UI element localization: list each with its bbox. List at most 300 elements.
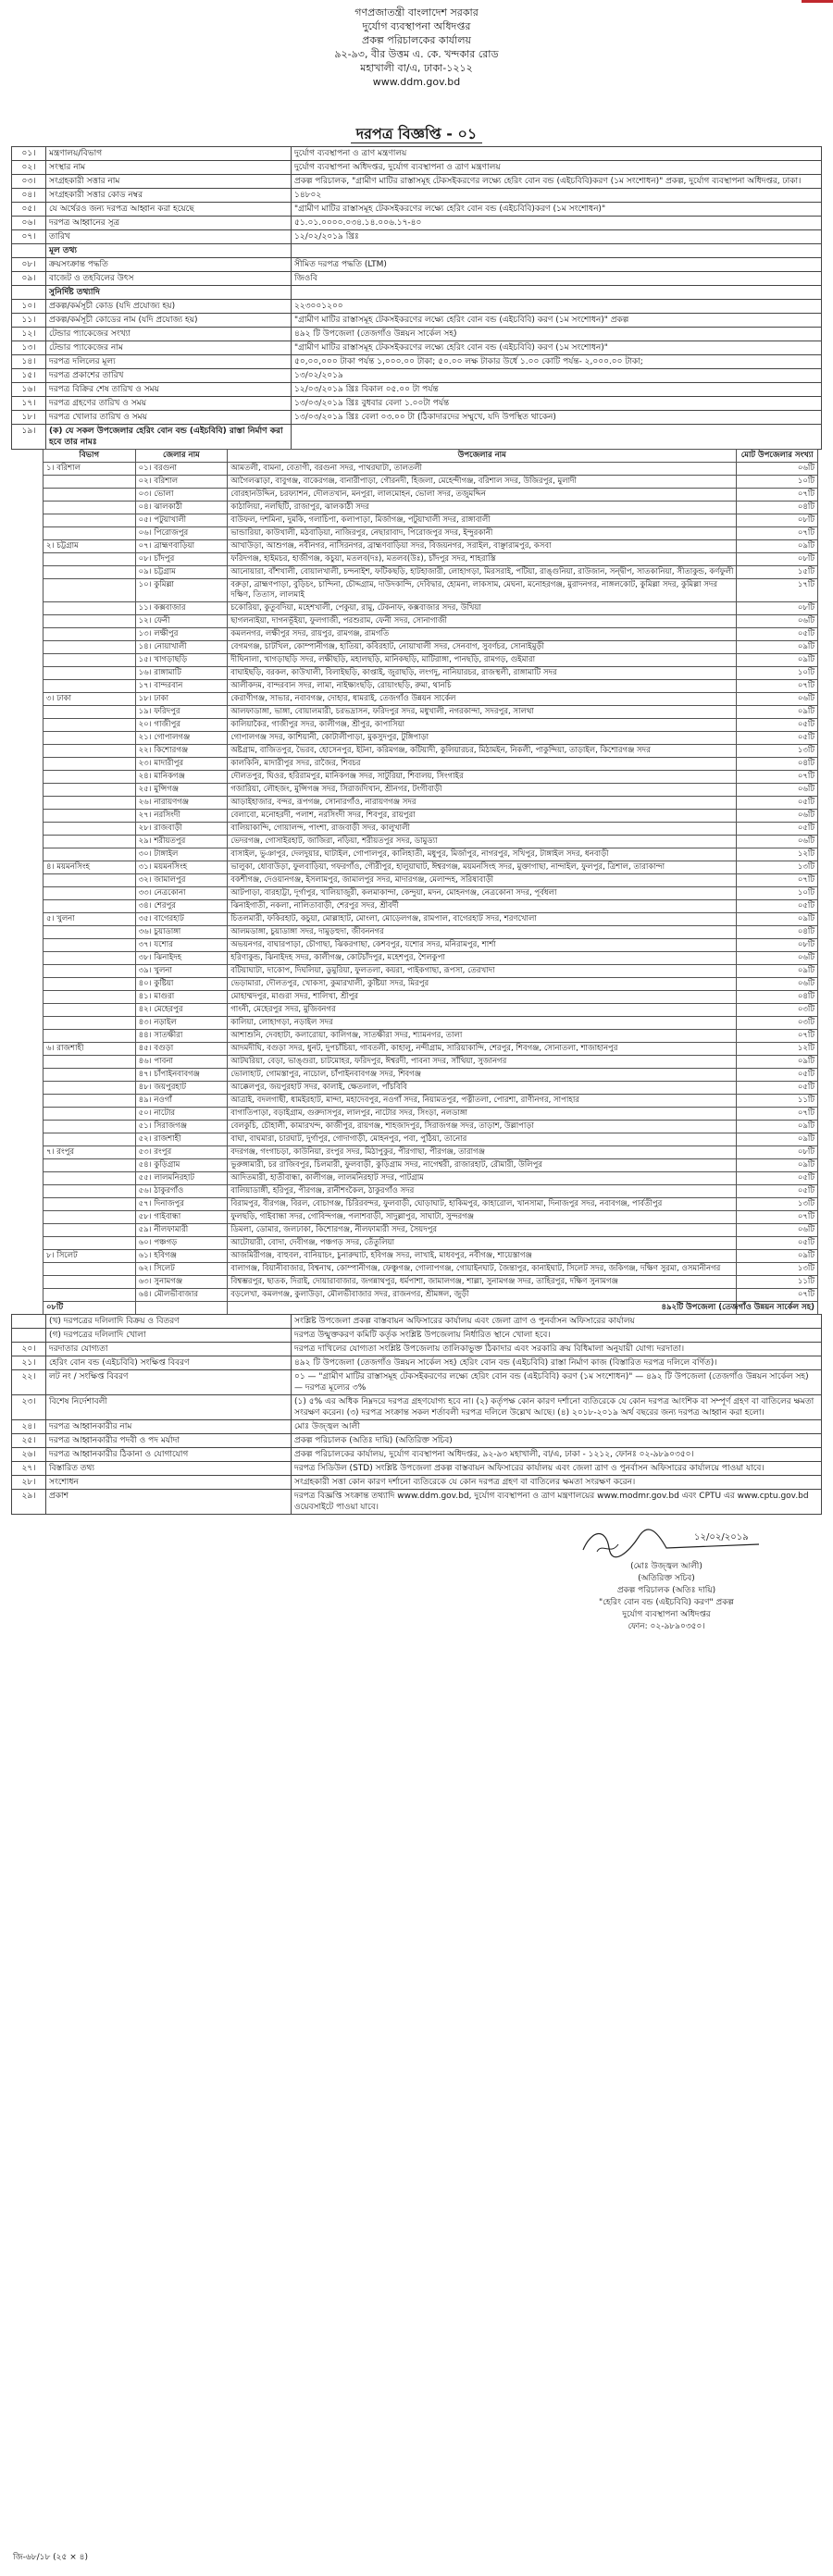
district-cell: ৪৯। নওগাঁ bbox=[135, 1095, 228, 1108]
division-cell bbox=[44, 810, 136, 823]
info-row-value: সীমিত দরপত্র পদ্ধতি (LTM) bbox=[292, 258, 822, 272]
signer-office: দুর্যোগ ব্যবস্থাপনা অধিদপ্তর bbox=[622, 1610, 711, 1619]
upazila-count-cell: ০৯টি bbox=[737, 1056, 818, 1069]
upazila-list-cell: আটোয়ারী, বোদা, দেবীগঞ্জ, পঞ্চগড় সদর, তেঁতুলিয়া bbox=[228, 1237, 737, 1250]
info-row-value: ৫০,০০,০০০ টাকা পর্যন্ত ১,০০০.০০ টাকা; ৫০.০০ লক্ষ টাকার উর্ধে ১.০০ কোটি পর্যন্ত- ২,০০০.০০ টাকা; bbox=[292, 355, 822, 369]
upazila-list-cell: আলীকদম, বান্দরবান সদর, লামা, নাইক্ষ্যংছড়ি, রোয়াংছড়ি, রুমা, থানচি bbox=[228, 680, 737, 693]
upazila-count-cell: ০৭টি bbox=[737, 1030, 818, 1043]
division-cell bbox=[44, 502, 136, 514]
upazila-list-cell: গোপালগঞ্জ সদর, কাশিয়ানী, কোটালীপাড়া, মুকসুদপুর, টুঙ্গিপাড়া bbox=[228, 732, 737, 745]
upazila-list-cell: বদরগঞ্জ, গংগাচড়া, কাউনিয়া, রংপুর সদর, মিঠাপুকুর, পীরগাছা, পীরগঞ্জ, তারাগঞ্জ bbox=[228, 1146, 737, 1159]
upazila-count-cell: ০৮টি bbox=[737, 514, 818, 527]
upazila-list-cell: ছাগলনাইয়া, দাগনভূঁইয়া, ফুলগাজী, পরশুরাম, ফেনী সদর, সোনাগাজী bbox=[228, 615, 737, 628]
upazila-list-cell: ভেড়ামারা, দৌলতপুর, খোকসা, কুমারখালী, কুষ্টিয়া সদর, মিরপুর bbox=[228, 978, 737, 991]
upazila-count-cell: ০৭টি bbox=[737, 527, 818, 540]
info-row-number: ১৪। bbox=[12, 355, 46, 369]
upazila-list-cell: আখাউড়া, আশুগঞ্জ, নবীনগর, নাসিরনগর, ব্রাহ্মণবাড়িয়া সদর, বিজয়নগর, সরাইল, বাঞ্ছারামপুর, কসবা bbox=[228, 540, 737, 553]
division-cell bbox=[44, 1159, 136, 1172]
info-row-label: দরপত্র প্রকাশের তারিখ bbox=[46, 369, 292, 383]
info-row-label: টেন্ডার প্যাকেজের নাম bbox=[46, 341, 292, 355]
district-cell: ৩১। ময়মনসিংহ bbox=[135, 861, 228, 874]
info-row-value: ১৩/০৩/২০১৯ খ্রিঃ বুধবার বেলা ১.০০টা পর্যন্ত bbox=[292, 397, 822, 411]
division-cell bbox=[44, 1030, 136, 1043]
division-cell bbox=[44, 1017, 136, 1030]
dist-row bbox=[44, 1108, 818, 1121]
division-cell bbox=[44, 1108, 136, 1121]
lower-row-value: দরপত্র সিডিউল (STD) সংশ্লিষ্ট উপজেলা প্রকল্প বাস্তবায়ন অফিসারের কার্যালয় এবং জেলা ত্রাণ ও পুনর্বাসন অফিসারের কার্যালয়ে পাওয়া যাবে। bbox=[292, 1462, 822, 1476]
district-cell: ৩৯। খুলনা bbox=[135, 965, 228, 978]
lower-row-number: ২২। bbox=[12, 1370, 46, 1395]
total-spacer bbox=[135, 1302, 228, 1315]
district-cell: ০২। বরিশাল bbox=[135, 476, 228, 489]
division-cell bbox=[44, 1004, 136, 1017]
upazila-list-cell: বেলাবো, মনোহরদী, পলাশ, নরসিংদী সদর, শিবপুর, রায়পুরা bbox=[228, 810, 737, 823]
signature-date: ১২/০২/২০১৯ bbox=[694, 1532, 749, 1542]
page-title: দরপত্র বিজ্ঞপ্তি - ০১ bbox=[0, 122, 833, 147]
upazila-count-cell: ১২টি bbox=[737, 848, 818, 861]
dist-row bbox=[44, 965, 818, 978]
division-cell bbox=[44, 900, 136, 913]
district-cell: ০৬। পিরোজপুর bbox=[135, 527, 228, 540]
division-cell: ৫। খুলনা bbox=[44, 913, 136, 926]
info-row-label: সংস্থার নাম bbox=[46, 161, 292, 175]
red-corner-line bbox=[802, 0, 833, 3]
division-cell bbox=[44, 1211, 136, 1224]
dist-row bbox=[44, 502, 818, 514]
upazila-list-cell: আত্রাই, বদলগাছী, ধামইরহাট, মান্দা, মহাদেবপুর, নওগাঁ সদর, নিয়ামতপুর, পত্নীতলা, পোরশা, রাণীনগর, সাপাহার bbox=[228, 1095, 737, 1108]
division-cell bbox=[44, 758, 136, 771]
upazila-count-cell: ১১টি bbox=[737, 1095, 818, 1108]
district-cell: ২৭। নরসিংদী bbox=[135, 810, 228, 823]
district-cell: ৫২। রাজশাহী bbox=[135, 1133, 228, 1146]
dist-row bbox=[44, 823, 818, 836]
info-row-number: ১৯। bbox=[12, 425, 46, 450]
upazila-count-cell: ০৮টি bbox=[737, 602, 818, 615]
upazila-list-cell: বাসাইল, ভুঞাপুর, দেলদুয়ার, ঘাটাইল, গোপালপুর, কালিহাতী, মধুপুর, মির্জাপুর, নাগরপুর, সখিপুর, টাঙ্গাইল সদর, ধনবাড়ী bbox=[228, 848, 737, 861]
lower-row-value: প্রকল্প পরিচালকের কার্যালয়, দুর্যোগ ব্যবস্থাপনা অধিদপ্তর, ৯২-৯৩ মহাখালী, বা/এ, ঢাকা - ১২১২, ফোনঃ ০২-৯৮৯০৩৫০। bbox=[292, 1448, 822, 1462]
dist-row bbox=[44, 978, 818, 991]
upazila-count-cell: ০৫টি bbox=[737, 1172, 818, 1185]
lower-row bbox=[12, 1490, 822, 1515]
upazila-list-cell: কেরাণীগঞ্জ, সাভার, নবাবগঞ্জ, দোহার, ধামরাই, তেজগাঁও উন্নয়ন সার্কেল bbox=[228, 693, 737, 706]
division-cell bbox=[44, 719, 136, 732]
district-cell: ৫০। নাটোর bbox=[135, 1108, 228, 1121]
info-row-number: ১১। bbox=[12, 314, 46, 328]
info-row-label: (ক) যে সকল উপজেলার হেরিং বোন বন্ড (এইচবিবি) রাস্তা নির্মাণ করা হবে তার নামঃ bbox=[46, 425, 292, 450]
lower-row-number bbox=[12, 1329, 46, 1343]
lower-row-label: (গ) দরপত্রের দলিলাদি খোলা bbox=[46, 1329, 292, 1343]
dist-row bbox=[44, 706, 818, 719]
lower-row-label: প্রকাশ bbox=[46, 1490, 292, 1515]
info-row-label: যে অর্থেরও জন্য দরপত্র আহ্বান করা হয়েছে bbox=[46, 203, 292, 217]
division-cell bbox=[44, 1133, 136, 1146]
upazila-list-cell: আমতলী, বামনা, বেতাগী, বরগুনা সদর, পাথরঘাটা, তালতলী bbox=[228, 463, 737, 476]
lower-row bbox=[12, 1370, 822, 1395]
division-cell bbox=[44, 628, 136, 641]
info-row-number: ০১। bbox=[12, 147, 46, 161]
dist-row bbox=[44, 1146, 818, 1159]
lower-row bbox=[12, 1420, 822, 1434]
upazila-count-cell: ০৭টি bbox=[737, 874, 818, 887]
lower-info-table bbox=[11, 1314, 822, 1515]
dist-row bbox=[44, 1095, 818, 1108]
division-cell bbox=[44, 553, 136, 566]
info-row bbox=[12, 300, 822, 314]
upazila-list-cell: আজমিরীগঞ্জ, বাহুবল, বানিয়াচং, চুনারুঘাট, হবিগঞ্জ সদর, লাখাই, মাধবপুর, নবীগঞ্জ, শায়েস্তাগঞ্জ bbox=[228, 1250, 737, 1263]
division-cell: ৪। ময়মনসিংহ bbox=[44, 861, 136, 874]
city-line: মহাখালী বা/এ, ঢাকা-১২১২ bbox=[360, 62, 473, 74]
info-row-label: সুনির্দিষ্ট তথ্যাদি bbox=[46, 286, 292, 300]
district-cell: ৬৩। সুনামগঞ্জ bbox=[135, 1276, 228, 1289]
district-cell: ৩২। জামালপুর bbox=[135, 874, 228, 887]
dist-row bbox=[44, 667, 818, 680]
district-cell: ৫৮। গাইবান্ধা bbox=[135, 1211, 228, 1224]
district-cell: ২৫। মুন্সিগঞ্জ bbox=[135, 784, 228, 797]
district-cell: ১৬। রাঙ্গামাটি bbox=[135, 667, 228, 680]
dist-row bbox=[44, 527, 818, 540]
upazila-count-cell: ০৭টি bbox=[737, 1211, 818, 1224]
upazila-list-cell: কালকিনি, মাদারীপুর সদর, রাজৈর, শিবচর bbox=[228, 758, 737, 771]
dist-row bbox=[44, 1159, 818, 1172]
district-cell: ৪২। মেহেরপুর bbox=[135, 1004, 228, 1017]
district-cell: ৫৪। কুড়িগ্রাম bbox=[135, 1159, 228, 1172]
info-row bbox=[12, 244, 822, 258]
office-line: প্রকল্প পরিচালকের কার্যালয় bbox=[362, 34, 471, 46]
division-cell bbox=[44, 991, 136, 1004]
lower-row-number: ২৪। bbox=[12, 1420, 46, 1434]
info-row-value: দুর্যোগ ব্যবস্থাপনা ও ত্রাণ মন্ত্রণালয় bbox=[292, 147, 822, 161]
lower-row-label: দরপত্র আহ্বানকারীর পদবী ও পদ মর্যাদা bbox=[46, 1434, 292, 1448]
info-row bbox=[12, 286, 822, 300]
upazila-count-cell: ০৫টি bbox=[737, 1082, 818, 1095]
info-row-number bbox=[12, 244, 46, 258]
upazila-list-cell: বকশীগঞ্জ, দেওয়ানগঞ্জ, ইসলামপুর, জামালপুর সদর, মাদারগঞ্জ, মেলান্দহ, সরিষাবাড়ী bbox=[228, 874, 737, 887]
upazila-list-cell: কালিয়াকৈর, গাজীপুর সদর, কালীগঞ্জ, শ্রীপুর, কাপাসিয়া bbox=[228, 719, 737, 732]
info-row-label: প্রকল্প/কর্মসূচী কোড (যদি প্রযোজ্য হয়) bbox=[46, 300, 292, 314]
dist-row bbox=[44, 836, 818, 848]
upazila-count-cell: ১০টি bbox=[737, 476, 818, 489]
lower-row-value: দরপত্র দাখিলের যোগ্যতা সংশ্লিষ্ট উপজেলায় তালিকাভুক্ত ঠিকাদার এবং সরকারি ক্রয় বিধিমালা অনুযায়ী যোগ্য দরদাতা। bbox=[292, 1343, 822, 1356]
upazila-list-cell: কমলনগর, লক্ষীপুর সদর, রায়পুর, রামগঞ্জ, রামগতি bbox=[228, 628, 737, 641]
division-cell bbox=[44, 836, 136, 848]
dist-row bbox=[44, 1017, 818, 1030]
upazila-list-cell: আগৈলঝাড়া, বাবুগঞ্জ, বাকেরগঞ্জ, বানারীপাড়া, গৌরনদী, হিজলা, মেহেন্দীগঞ্জ, বরিশাল সদর, উজিরপুর, মুলাদী bbox=[228, 476, 737, 489]
dist-header-row bbox=[44, 450, 818, 463]
district-cell: ০৭। ব্রাহ্মণবাড়িয়া bbox=[135, 540, 228, 553]
district-cell: ৫৭। দিনাজপুর bbox=[135, 1198, 228, 1211]
upazila-list-cell: ঝিনাইগাতী, নকলা, নালিতাবাড়ী, শেরপুর সদর, শ্রীবর্দী bbox=[228, 900, 737, 913]
division-cell: ১। বরিশাল bbox=[44, 463, 136, 476]
upazila-list-cell: ডিমলা, ডোমার, জলঢাকা, কিশোরগঞ্জ, নীলফামারী সদর, সৈয়দপুর bbox=[228, 1224, 737, 1237]
lower-row-value: ৪৯২ টি উপজেলা (তেজগাঁও উন্নয়ন সার্কেল সহ) হেরিং বোন বন্ড (এইচবিবি) রাস্তা নির্মাণ কাজ (বিস্তারিত দরপত্র দলিলে বর্ণিত)। bbox=[292, 1356, 822, 1370]
signer-phone: ফোন: ০২-৯৮৯০৩৫০। bbox=[628, 1622, 705, 1631]
info-row bbox=[12, 355, 822, 369]
division-cell bbox=[44, 514, 136, 527]
upazila-count-cell: ০৬টি bbox=[737, 810, 818, 823]
info-row-label: প্রকল্প/কর্মসূচী কোডের নাম (যদি প্রযোজ্য হয়) bbox=[46, 314, 292, 328]
info-row-value: ১২/০২/২০১৯ খ্রিঃ bbox=[292, 230, 822, 244]
upazila-count-cell: ০৩টি bbox=[737, 1004, 818, 1017]
info-row bbox=[12, 383, 822, 397]
upazila-count-cell: ০৪টি bbox=[737, 758, 818, 771]
upazila-count-cell: ০৪টি bbox=[737, 502, 818, 514]
info-row bbox=[12, 272, 822, 286]
lower-row-number: ২৬। bbox=[12, 1448, 46, 1462]
upazila-list-cell: বালিয়াডাঙ্গী, হরিপুর, পীরগঞ্জ, রানীশংকৈল, ঠাকুরগাঁও সদর bbox=[228, 1185, 737, 1198]
dist-row bbox=[44, 540, 818, 553]
upazila-list-cell: ভেদরগঞ্জ, গোসাইরহাট, জাজিরা, নড়িয়া, শরীয়তপুর সদর, ডামুড্যা bbox=[228, 836, 737, 848]
district-cell: ৩০। টাঙ্গাইল bbox=[135, 848, 228, 861]
district-cell: ১৭। বান্দরবান bbox=[135, 680, 228, 693]
upazila-list-cell: বালাগঞ্জ, বিয়ানীবাজার, বিশ্বনাথ, কোম্পানীগঞ্জ, ফেঞ্চুগঞ্জ, গোলাপগঞ্জ, গোয়াইনঘাট, জৈন্তাপুর, কানাইঘাট, সিলেট সদর, জকিগঞ্জ, দক্ষিণ সুরমা, ওসমানীনগর bbox=[228, 1263, 737, 1276]
info-row-value: ৪৯২ টি উপজেলা (তেজগাঁও উন্নয়ন সার্কেল সহ) bbox=[292, 328, 822, 341]
district-cell: ২৪। মানিকগঞ্জ bbox=[135, 771, 228, 784]
info-row-value: ১৩/০৩/২০১৯ খ্রিঃ বেলা ০৩.০০ টা (ঠিকাদারদের সম্মুখে, যদি উপস্থিত থাকেন) bbox=[292, 411, 822, 425]
dist-row bbox=[44, 1211, 818, 1224]
department-line: দুর্যোগ ব্যবস্থাপনা অধিদপ্তর bbox=[362, 20, 471, 32]
division-cell bbox=[44, 848, 136, 861]
upazila-list-cell: বাঘাইছড়ি, বরকল, কাউখালী, বিলাইছড়ি, কাপ্তাই, জুরাছড়ি, লংগদু, নানিয়ারচর, রাজস্থলী, রাঙ্গামাটি সদর bbox=[228, 667, 737, 680]
division-cell bbox=[44, 1172, 136, 1185]
district-cell: ০৫। পটুয়াখালী bbox=[135, 514, 228, 527]
district-cell: ৬২। সিলেট bbox=[135, 1263, 228, 1276]
dist-row bbox=[44, 758, 818, 771]
info-row-value bbox=[292, 425, 822, 450]
info-row-label: মূল তথ্য bbox=[46, 244, 292, 258]
division-cell bbox=[44, 489, 136, 502]
upazila-count-cell: ০৯টি bbox=[737, 965, 818, 978]
district-cell: ১১। কক্সবাজার bbox=[135, 602, 228, 615]
info-row-number: ১৭। bbox=[12, 397, 46, 411]
division-cell bbox=[44, 1121, 136, 1133]
info-row-value: প্রকল্প পরিচালক, "গ্রামীণ মাটির রাস্তাসমূহ টেকসইকরণের লক্ষ্যে হেরিং বোন বন্ড (এইচবিবি)করণ (১ম সংশোধন)" প্রকল্প, দুর্যোগ ব্যবস্থাপনা অধিদপ্তর, ঢাকা। bbox=[292, 175, 822, 189]
district-cell: ০৯। চট্টগ্রাম bbox=[135, 566, 228, 579]
upazila-list-cell: আড়াইহাজার, বন্দর, রূপগঞ্জ, সোনারগাঁও, নারায়ণগঞ্জ সদর bbox=[228, 797, 737, 810]
district-cell: ২১। গোপালগঞ্জ bbox=[135, 732, 228, 745]
upazila-list-cell: বরুড়া, ব্রাহ্মণপাড়া, বুড়িচং, চান্দিনা, চৌদ্দগ্রাম, দাউদকান্দি, দেবিদ্বার, হোমনা, লাকসাম, মেঘনা, মনোহরগঞ্জ, মুরাদনগর, নাঙ্গলকোট, কুমিল্লা সদর, কুমিল্লা সদর দক্ষিণ, তিতাস, লালমাই bbox=[228, 579, 737, 602]
info-row-value: জিওবি bbox=[292, 272, 822, 286]
dist-row bbox=[44, 680, 818, 693]
division-cell: ৬। রাজশাহী bbox=[44, 1043, 136, 1056]
upazila-list-cell: বিরামপুর, বীরগঞ্জ, বিরল, বোচাগঞ্জ, চিরিরবন্দর, ফুলবাড়ী, ঘোড়াঘাট, হাকিমপুর, কাহারোল, খানসামা, দিনাজপুর সদর, নবাবগঞ্জ, পার্বতীপুর bbox=[228, 1198, 737, 1211]
upazila-list-cell: ফরিদগঞ্জ, হাইমচর, হাজীগঞ্জ, কচুয়া, মতলব(দঃ), মতলব(উঃ), চাঁদপুর সদর, শাহরাস্তি bbox=[228, 553, 737, 566]
upazila-count-cell: ০৭টি bbox=[737, 489, 818, 502]
info-row bbox=[12, 230, 822, 244]
upazila-list-cell: গজারিয়া, লৌহজং, মুন্সিগঞ্জ সদর, সিরাজদিখান, শ্রীনগর, টংগীবাড়ী bbox=[228, 784, 737, 797]
lower-row bbox=[12, 1343, 822, 1356]
upazila-list-cell: অভয়নগর, বাঘারপাড়া, চৌগাছা, ঝিকরগাছা, কেশবপুর, যশোর সদর, মনিরামপুর, শার্শা bbox=[228, 939, 737, 952]
dist-row bbox=[44, 628, 818, 641]
lower-row-label: দরপত্র আহ্বানকারীর নাম bbox=[46, 1420, 292, 1434]
info-row-number: ০৬। bbox=[12, 217, 46, 230]
upazila-count-cell: ০৫টি bbox=[737, 732, 818, 745]
lower-row bbox=[12, 1476, 822, 1490]
upazila-count-cell: ০৪টি bbox=[737, 991, 818, 1004]
division-cell bbox=[44, 476, 136, 489]
lower-row-number: ২৮। bbox=[12, 1476, 46, 1490]
district-cell: ০৩। ভোলা bbox=[135, 489, 228, 502]
dist-row bbox=[44, 784, 818, 797]
lower-row bbox=[12, 1356, 822, 1370]
dist-row bbox=[44, 602, 818, 615]
lower-row-label: বিস্তারিত তথ্য bbox=[46, 1462, 292, 1476]
info-row-label: মন্ত্রণালয়/বিভাগ bbox=[46, 147, 292, 161]
division-cell bbox=[44, 667, 136, 680]
lower-info-block bbox=[11, 1314, 822, 1515]
dist-row bbox=[44, 615, 818, 628]
info-row-value: ১৩/০২/২০১৯ bbox=[292, 369, 822, 383]
lower-row-value: (১) ৫% এর অধিক নিম্নদরে দরপত্র গ্রহণযোগ্য হবে না। (২) কর্তৃপক্ষ কোন কারণ দর্শানো ব্যতিরেকে যে কোন দরপত্র আংশিক বা সম্পূর্ণ গ্রহণ বা বাতিলের ক্ষমতা সংরক্ষণ করেন। (৩) দরপত্র সংক্রান্ত সকল শর্তাবলী দরপত্র দলিলে উল্লেখ আছে। (৪) ২০১৮-২০১৯ অর্থ বছরের জন্য দরপত্র আহ্বান করা হলো। bbox=[292, 1395, 822, 1420]
upazila-list-cell: বেগমগঞ্জ, চাটখিল, কোম্পানীগঞ্জ, হাতিয়া, কবিরহাট, নোয়াখালী সদর, সেনবাগ, সুবর্ণচর, সোনাইমুড়ী bbox=[228, 641, 737, 654]
upazila-count-cell: ০৭টি bbox=[737, 1289, 818, 1302]
info-row-value: ১৪৮০২ bbox=[292, 189, 822, 203]
district-cell: ২৯। শরীয়তপুর bbox=[135, 836, 228, 848]
division-cell bbox=[44, 527, 136, 540]
upazila-count-cell: ১০টি bbox=[737, 887, 818, 900]
upazila-list-cell: গাংনী, মেহেরপুর সদর, মুজিবনগর bbox=[228, 1004, 737, 1017]
dist-row bbox=[44, 745, 818, 758]
dist-row bbox=[44, 810, 818, 823]
division-cell bbox=[44, 1198, 136, 1211]
upazila-list-cell: চকোরিয়া, কুতুবদিয়া, মহেশখালী, পেকুয়া, রামু, টেকনাফ, কক্সবাজার সদর, উখিয়া bbox=[228, 602, 737, 615]
dist-row bbox=[44, 1069, 818, 1082]
division-cell bbox=[44, 680, 136, 693]
lower-row-value: প্রকল্প পরিচালক (অতিঃ দায়ি) (অতিরিক্ত সচিব) bbox=[292, 1434, 822, 1448]
upazila-list-cell: আক্কেলপুর, জয়পুরহাট সদর, কালাই, ক্ষেতলাল, পাঁচবিবি bbox=[228, 1082, 737, 1095]
upazila-list-cell: ভান্ডারিয়া, কাউখালী, মঠবাড়িয়া, নাজিরপুর, নেছারাবাদ, পিরোজপুর সদর, ইন্দুরকানী bbox=[228, 527, 737, 540]
district-cell: ৫৬। ঠাকুরগাঁও bbox=[135, 1185, 228, 1198]
division-cell bbox=[44, 615, 136, 628]
lower-row-label: হেরিং বোন বন্ড (এইচবিবি) সংক্ষিপ্ত বিবরণ bbox=[46, 1356, 292, 1370]
district-cell: ১০। কুমিল্লা bbox=[135, 579, 228, 602]
lower-row-number: ২৫। bbox=[12, 1434, 46, 1448]
district-cell: ৫৩। রংপুর bbox=[135, 1146, 228, 1159]
dist-row bbox=[44, 1185, 818, 1198]
dist-row bbox=[44, 1043, 818, 1056]
upazila-count-cell: ০৭টি bbox=[737, 680, 818, 693]
address-line: ৯২-৯৩, বীর উত্তম এ. কে. খন্দকার রোড bbox=[334, 48, 499, 60]
upazila-list-cell: আনোয়ারা, বাঁশখালী, বোয়ালখালী, চন্দনাইশ, ফটিকছড়ি, হাটহাজারী, লোহাগড়া, মিরসরাই, পটিয়া, রাঙ্গুনিয়া, রাউজান, সন্দ্বীপ, সাতকানিয়া, সীতাকুন্ড, কর্ণফুলী bbox=[228, 566, 737, 579]
upazila-count-cell: ০৬টি bbox=[737, 952, 818, 965]
info-row-number: ০৫। bbox=[12, 203, 46, 217]
lower-row bbox=[12, 1462, 822, 1476]
upazila-count-cell: ০৫টি bbox=[737, 719, 818, 732]
district-cell: ৪৪। সাতক্ষীরা bbox=[135, 1030, 228, 1043]
upazila-list-cell: ভোলাহাট, গোমস্তাপুর, নাচোল, চাঁপাইনবাবগঞ্জ সদর, শিবগঞ্জ bbox=[228, 1069, 737, 1082]
info-row-number: ০৯। bbox=[12, 272, 46, 286]
footer-code: জি-৬৮/১৮ (২৫ × ৪) bbox=[13, 2553, 88, 2562]
division-cell bbox=[44, 641, 136, 654]
district-cell: ১৯। ফরিদপুর bbox=[135, 706, 228, 719]
upazila-count-cell: ০৮টি bbox=[737, 939, 818, 952]
upazila-list-cell: ভালুকা, ধোবাউড়া, ফুলবাড়িয়া, গফরগাঁও, গৌরীপুর, হালুয়াঘাট, ঈশ্বরগঞ্জ, ময়মনসিংহ সদর, মুক্তাগাছা, নান্দাইল, ফুলপুর, ত্রিশাল, তারাকান্দা bbox=[228, 861, 737, 874]
dist-header-cell: জেলার নাম bbox=[135, 450, 228, 463]
lower-row-value: সংশ্লিষ্ট উপজেলা প্রকল্প বাস্তবায়ন অফিসারের কার্যালয় এবং জেলা ত্রাণ ও পুনর্বাসন অফিসারের কার্যালয় bbox=[292, 1315, 822, 1329]
upazila-list-cell: আশাশুনি, দেবহাটা, কলারোয়া, কালিগঞ্জ, সাতক্ষীরা সদর, শ্যামনগর, তালা bbox=[228, 1030, 737, 1043]
info-row bbox=[12, 217, 822, 230]
upazila-list-cell: বড়লেখা, কমলগঞ্জ, কুলাউড়া, মৌলভীবাজার সদর, রাজনগর, শ্রীমঙ্গল, জুড়ী bbox=[228, 1289, 737, 1302]
letter-header bbox=[0, 6, 833, 89]
district-cell: ৬১। হবিগঞ্জ bbox=[135, 1250, 228, 1263]
upazila-count-cell: ০৫টি bbox=[737, 900, 818, 913]
district-cell: ৬৪। মৌলভীবাজার bbox=[135, 1289, 228, 1302]
dist-row bbox=[44, 1004, 818, 1017]
upazila-count-cell: ০৫টি bbox=[737, 1069, 818, 1082]
info-row-number: ১২। bbox=[12, 328, 46, 341]
upazila-list-cell: কালিয়া, লোহাগড়া, নড়াইল সদর bbox=[228, 1017, 737, 1030]
upazila-count-cell: ০৬টি bbox=[737, 1224, 818, 1237]
dist-row bbox=[44, 1263, 818, 1276]
dist-row bbox=[44, 476, 818, 489]
dist-row bbox=[44, 900, 818, 913]
upazila-count-cell: ০৫টি bbox=[737, 628, 818, 641]
lower-row bbox=[12, 1395, 822, 1420]
division-cell bbox=[44, 1095, 136, 1108]
upazila-list-cell: চিতলমারী, ফকিরহাট, কচুয়া, মোল্লাহাট, মোংলা, মোড়েলগঞ্জ, রামপাল, বাগেরহাট সদর, শরণখোলা bbox=[228, 913, 737, 926]
dist-row bbox=[44, 1172, 818, 1185]
info-row-number: ১৬। bbox=[12, 383, 46, 397]
info-row-number: ১৮। bbox=[12, 411, 46, 425]
district-cell: ২০। গাজীপুর bbox=[135, 719, 228, 732]
district-cell: ৪১। মাগুরা bbox=[135, 991, 228, 1004]
division-cell bbox=[44, 965, 136, 978]
info-row-value: ২২৩০০১২০০ bbox=[292, 300, 822, 314]
district-cell: ৫১। সিরাজগঞ্জ bbox=[135, 1121, 228, 1133]
division-cell bbox=[44, 566, 136, 579]
upazila-count-cell: ০৪টি bbox=[737, 926, 818, 939]
dist-row bbox=[44, 1224, 818, 1237]
upazila-count-cell: ০৯টি bbox=[737, 913, 818, 926]
upazila-count-cell: ০৫টি bbox=[737, 797, 818, 810]
division-cell bbox=[44, 1237, 136, 1250]
district-cell: ৬০। পঞ্চগড় bbox=[135, 1237, 228, 1250]
upazila-list-cell: আটঘরিয়া, বেড়া, ভাঙ্গুরা, চাটমোহর, ফরিদপুর, ঈশ্বরদী, পাবনা সদর, সাঁথিয়া, সুজানগর bbox=[228, 1056, 737, 1069]
dist-row bbox=[44, 1121, 818, 1133]
dist-row bbox=[44, 489, 818, 502]
lower-row-number: ২১। bbox=[12, 1356, 46, 1370]
govt-line: গণপ্রজাতন্ত্রী বাংলাদেশ সরকার bbox=[354, 6, 479, 19]
dist-row bbox=[44, 926, 818, 939]
upazila-list-cell: বালিয়াকান্দি, গোয়ালন্দ, পাংশা, রাজবাড়ী সদর, কালুখালী bbox=[228, 823, 737, 836]
info-row-value: "গ্রামীণ মাটির রাস্তাসমূহ টেকসইকরণের লক্ষ্যে হেরিং বোন বন্ড (এইচবিবি) করণ (১ম সংশোধন)" bbox=[292, 341, 822, 355]
info-row bbox=[12, 189, 822, 203]
upazila-count-cell: ১২টি bbox=[737, 1043, 818, 1056]
dist-row bbox=[44, 874, 818, 887]
district-cell: ২৩। মাদারীপুর bbox=[135, 758, 228, 771]
dist-row bbox=[44, 566, 818, 579]
lower-row-number bbox=[12, 1315, 46, 1329]
upazila-count-cell: ০৯টি bbox=[737, 1159, 818, 1172]
upazila-count-cell: ০৯টি bbox=[737, 654, 818, 667]
district-cell: ৫৯। নীলফামারী bbox=[135, 1224, 228, 1237]
info-row-number: ১০। bbox=[12, 300, 46, 314]
dist-row bbox=[44, 952, 818, 965]
upazila-list-cell: আলফাডাঙ্গা, ভাঙ্গা, বোয়ালমারী, চরভদ্রাসন, ফরিদপুর সদর, মধুখালী, নগরকান্দা, সদরপুর, সালথা bbox=[228, 706, 737, 719]
lower-row bbox=[12, 1329, 822, 1343]
district-cell: ১৫। খাগড়াছড়ি bbox=[135, 654, 228, 667]
upazila-list-cell: বাঘা, বাঘমারা, চারঘাট, দুর্গাপুর, গোদাগাড়ী, মোহনপুর, পবা, পুঠিয়া, তানোর bbox=[228, 1133, 737, 1146]
district-cell: ১৮। ঢাকা bbox=[135, 693, 228, 706]
division-cell bbox=[44, 706, 136, 719]
district-cell: ৩৪। শেরপুর bbox=[135, 900, 228, 913]
info-row-label: সংগ্রহকারী সত্তার কোড নম্বর bbox=[46, 189, 292, 203]
upazila-count-cell: ১৩টি bbox=[737, 1263, 818, 1276]
dist-header-cell: উপজেলার নাম bbox=[228, 450, 737, 463]
signer-project: "হেরিং বোন বন্ড (এইচবিবি) করণ" প্রকল্প bbox=[599, 1598, 734, 1607]
info-row bbox=[12, 203, 822, 217]
dist-row bbox=[44, 939, 818, 952]
division-cell bbox=[44, 1224, 136, 1237]
